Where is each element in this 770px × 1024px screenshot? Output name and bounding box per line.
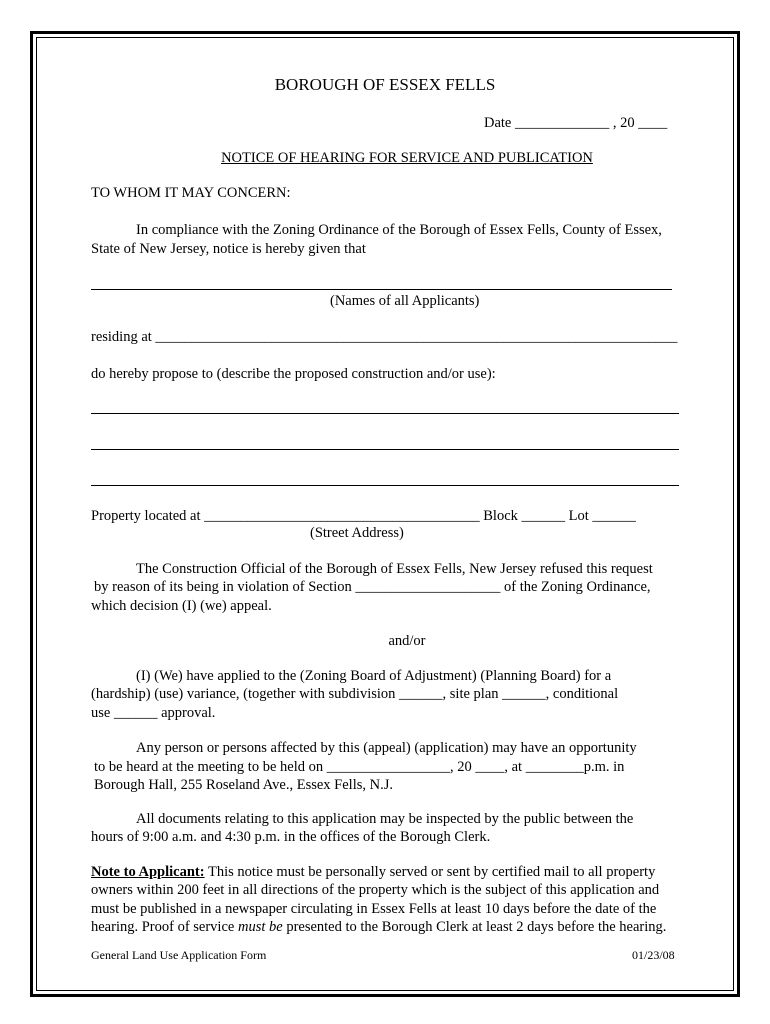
street-address-caption: (Street Address)	[310, 525, 404, 541]
note-to-applicant-line-4	[91, 918, 666, 936]
documents-paragraph-line-1: All documents relating to this application may be inspected by the public between the	[136, 811, 634, 827]
note-emphasis: must be	[237, 919, 283, 935]
footer-form-date: 01/23/08	[632, 948, 675, 962]
note-to-applicant-line-1	[91, 863, 655, 881]
residing-at-line: residing at ________________________________________________________________________	[91, 329, 678, 345]
and-or-separator: and/or	[388, 633, 426, 649]
note-text-1: This notice must be personally served or sent by certified mail to all property	[204, 864, 656, 880]
refusal-paragraph-line-2: by reason of its being in violation of Section ____________________ of the Zoning Ordinance,	[94, 579, 651, 595]
note-text-4a: hearing. Proof of service	[91, 919, 238, 935]
refusal-paragraph-line-3: which decision (I) (we) appeal.	[91, 598, 272, 614]
proposed-use-field-3[interactable]	[91, 485, 679, 486]
note-to-applicant-line-2: owners within 200 feet in all directions of the property which is the subject of this application and	[91, 882, 660, 898]
footer-form-name: General Land Use Application Form	[91, 948, 267, 962]
property-located-line: Property located at ______________________________________ Block ______ Lot ______	[91, 508, 636, 524]
note-text-4b: presented to the Borough Clerk at least 2 days before the hearing.	[282, 919, 667, 935]
documents-paragraph-line-2: hours of 9:00 a.m. and 4:30 p.m. in the offices of the Borough Clerk.	[91, 829, 491, 845]
variance-paragraph-line-3: use ______ approval.	[91, 705, 216, 721]
document-title: BOROUGH OF ESSEX FELLS	[274, 75, 496, 94]
date-line: Date _____________ , 20 ____	[484, 115, 668, 131]
proposed-use-field-1[interactable]	[91, 413, 679, 414]
hearing-paragraph-line-1: Any person or persons affected by this (appeal) (application) may have an opportunity	[136, 740, 637, 756]
applicants-caption: (Names of all Applicants)	[330, 293, 480, 309]
salutation: TO WHOM IT MAY CONCERN:	[91, 185, 291, 201]
note-label: Note to Applicant:	[91, 864, 205, 880]
notice-subtitle: NOTICE OF HEARING FOR SERVICE AND PUBLICATION	[221, 150, 593, 166]
variance-paragraph-line-1: (I) (We) have applied to the (Zoning Board of Adjustment) (Planning Board) for a	[136, 668, 612, 684]
variance-paragraph-line-2: (hardship) (use) variance, (together with subdivision ______, site plan ______, conditional	[91, 686, 619, 702]
refusal-paragraph-line-1: The Construction Official of the Borough of Essex Fells, New Jersey refused this request	[136, 561, 653, 577]
proposed-use-field-2[interactable]	[91, 449, 679, 450]
propose-line: do hereby propose to (describe the proposed construction and/or use):	[91, 366, 496, 382]
compliance-paragraph-line-2: State of New Jersey, notice is hereby given that	[91, 241, 366, 257]
hearing-paragraph-line-3: Borough Hall, 255 Roseland Ave., Essex Fells, N.J.	[94, 777, 393, 793]
note-to-applicant-line-3: must be published in a newspaper circulating in Essex Fells at least 10 days before the date of the	[91, 901, 657, 917]
hearing-paragraph-line-2: to be heard at the meeting to be held on _________________, 20 ____, at ________p.m. in	[94, 759, 625, 775]
compliance-paragraph-line-1: In compliance with the Zoning Ordinance of the Borough of Essex Fells, County of Essex,	[136, 222, 662, 238]
applicants-names-field[interactable]	[91, 289, 672, 290]
